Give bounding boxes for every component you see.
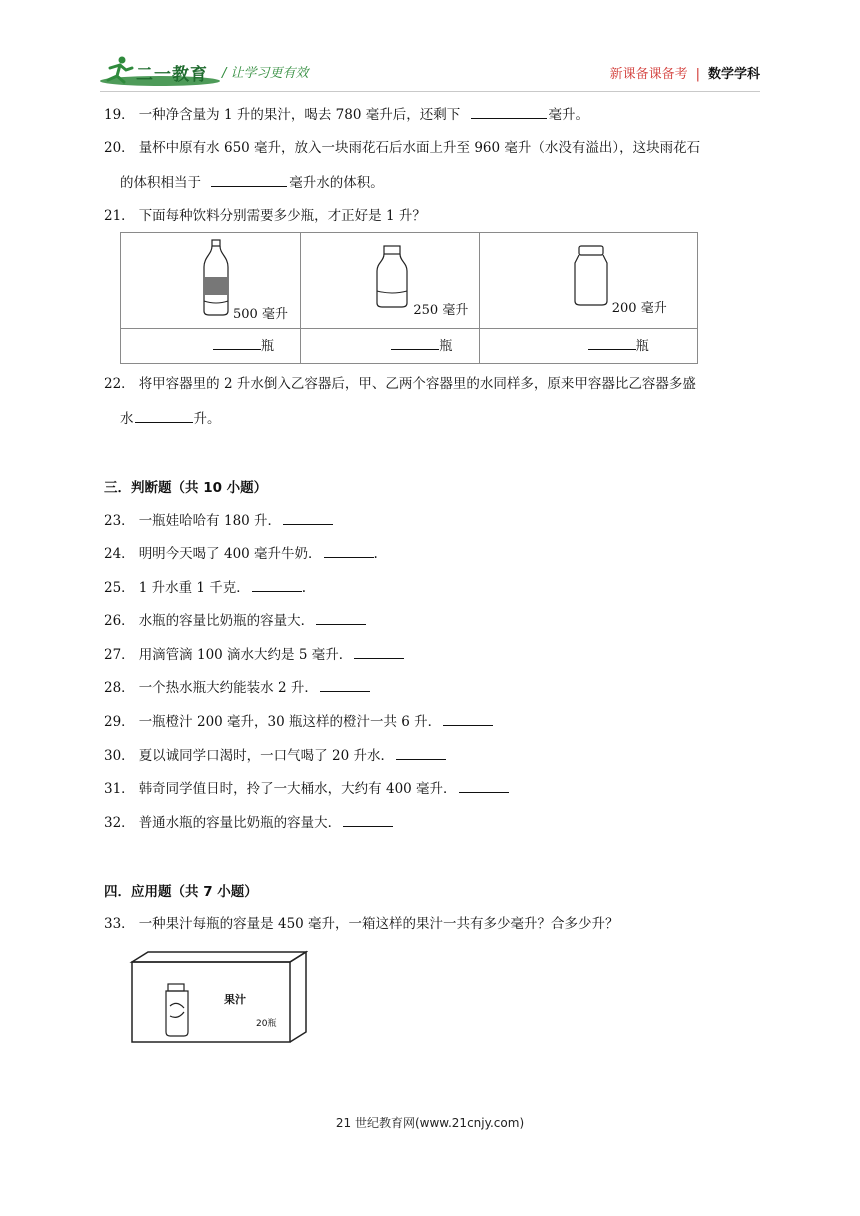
answer-blank[interactable]	[320, 677, 370, 692]
question-text: 一个热水瓶大约能装水 2 升．	[138, 680, 318, 696]
question-24	[104, 543, 378, 564]
question-25	[104, 577, 306, 598]
drink-answer-cell-2	[301, 329, 479, 364]
answer-blank[interactable]	[443, 711, 493, 726]
question-19	[104, 104, 589, 125]
question-number: 20．	[104, 140, 135, 156]
page-footer: 21 世纪教育网(www.21cnjy.com)	[335, 1116, 525, 1130]
answer-blank[interactable]	[316, 610, 366, 625]
header-divider	[100, 91, 760, 92]
soda-bottle-icon	[201, 239, 231, 317]
drink-unit: 瓶	[635, 339, 649, 354]
question-number: 26．	[104, 613, 135, 629]
question-number: 21．	[104, 208, 135, 224]
question-number: 28．	[104, 680, 135, 696]
question-tail: .	[373, 546, 378, 562]
drink-cell-1	[121, 233, 301, 329]
box-count: 20瓶	[256, 1019, 277, 1029]
question-text: 夏以诚同学口渴时，一口气喝了 20 升水．	[138, 748, 394, 764]
answer-blank[interactable]	[343, 812, 393, 827]
answer-blank[interactable]	[135, 408, 193, 423]
drink-volume: 250 毫升	[413, 303, 469, 318]
drink-volume: 200 毫升	[611, 301, 667, 316]
question-text-tail: 毫升水的体积。	[289, 175, 384, 191]
question-text-tail: 毫升。	[548, 107, 590, 123]
question-text: 将甲容器里的 2 升水倒入乙容器后，甲、乙两个容器里的水同样多，原来甲容器比乙容器多盛	[138, 376, 696, 392]
question-29	[104, 711, 493, 732]
box-label: 果汁	[224, 993, 246, 1006]
header-subject-label: 数学学科	[707, 67, 760, 82]
answer-blank[interactable]	[324, 543, 374, 558]
question-text: 下面每种饮料分别需要多少瓶，才正好是 1 升？	[138, 208, 426, 224]
question-text: 一种净含量为 1 升的果汁，喝去 780 毫升后，还剩下	[138, 107, 461, 123]
question-number: 27．	[104, 647, 135, 663]
question-number: 31．	[104, 781, 135, 797]
question-text: 用滴管滴 100 滴水大约是 5 毫升．	[138, 647, 353, 663]
answer-blank[interactable]	[252, 577, 302, 592]
juice-box-illustration	[128, 950, 308, 1044]
question-22-line2	[120, 408, 221, 429]
question-30	[104, 745, 446, 766]
drink-unit: 瓶	[261, 339, 275, 354]
question-text: 水	[120, 411, 134, 427]
answer-blank[interactable]	[213, 335, 261, 350]
question-text: 一种果汁每瓶的容量是 450 毫升，一箱这样的果汁一共有多少毫升？合多少升？	[138, 916, 619, 932]
question-number: 23．	[104, 513, 135, 529]
drink-cell-3	[479, 233, 697, 329]
answer-blank[interactable]	[211, 172, 287, 187]
header-right	[610, 63, 760, 82]
question-20-line2	[120, 172, 384, 193]
question-number: 32．	[104, 815, 135, 831]
header-separator: |	[695, 67, 700, 82]
question-28	[104, 677, 370, 698]
question-text: 1 升水重 1 千克．	[138, 580, 250, 596]
section-apply-title: 四．应用题（共 7 小题）	[104, 884, 258, 900]
answer-blank[interactable]	[391, 335, 439, 350]
answer-blank[interactable]	[459, 778, 509, 793]
drink-cell-2	[301, 233, 479, 329]
header-slogan: / 让学习更有效	[222, 66, 309, 81]
question-text: 普通水瓶的容量比奶瓶的容量大．	[138, 815, 342, 831]
question-number: 33．	[104, 916, 135, 932]
drinks-table	[120, 232, 698, 364]
answer-blank[interactable]	[396, 745, 446, 760]
question-text: 韩奇同学值日时，拎了一大桶水，大约有 400 毫升．	[138, 781, 457, 797]
drink-answer-cell-3	[479, 329, 697, 364]
juice-bottle-icon	[572, 245, 610, 307]
question-number: 24．	[104, 546, 135, 562]
question-26	[104, 610, 366, 631]
header-course-label: 新课备课备考	[609, 67, 688, 82]
drink-volume: 500 毫升	[233, 307, 288, 322]
question-text-tail: 升。	[193, 411, 221, 427]
drink-unit: 瓶	[439, 339, 453, 354]
question-text: 一瓶娃哈哈有 180 升．	[138, 513, 282, 529]
section-judge-title: 三．判断题（共 10 小题）	[104, 480, 268, 496]
question-text: 量杯中原有水 650 毫升，放入一块雨花石后水面上升至 960 毫升（水没有溢出），这块雨花石	[138, 140, 701, 156]
milk-bottle-icon	[375, 245, 409, 309]
answer-blank[interactable]	[283, 510, 333, 525]
juice-box-icon	[128, 950, 308, 1044]
question-text: 一瓶橙汁 200 毫升，30 瓶这样的橙汁一共 6 升．	[138, 714, 442, 730]
question-text: 明明今天喝了 400 毫升牛奶．	[138, 546, 322, 562]
question-22	[104, 374, 696, 394]
drink-answer	[391, 335, 452, 354]
question-27	[104, 644, 404, 665]
question-20	[104, 138, 700, 158]
answer-blank[interactable]	[588, 335, 636, 350]
page-header	[100, 52, 760, 92]
question-31	[104, 778, 509, 799]
drink-answer-cell-1	[121, 329, 301, 364]
drink-answer	[588, 335, 649, 354]
question-number: 30．	[104, 748, 135, 764]
question-21	[104, 206, 426, 226]
question-text: 水瓶的容量比奶瓶的容量大．	[138, 613, 315, 629]
logo-text: 二一教育	[136, 65, 208, 85]
question-33	[104, 914, 619, 934]
question-32	[104, 812, 393, 833]
drink-answer	[213, 335, 274, 354]
question-text: 的体积相当于	[120, 175, 201, 191]
answer-blank[interactable]	[354, 644, 404, 659]
question-23	[104, 510, 333, 531]
answer-blank[interactable]	[471, 104, 547, 119]
question-number: 19．	[104, 107, 135, 123]
question-number: 29．	[104, 714, 135, 730]
question-tail: .	[301, 580, 307, 596]
question-number: 25．	[104, 580, 135, 596]
question-number: 22．	[104, 376, 135, 392]
